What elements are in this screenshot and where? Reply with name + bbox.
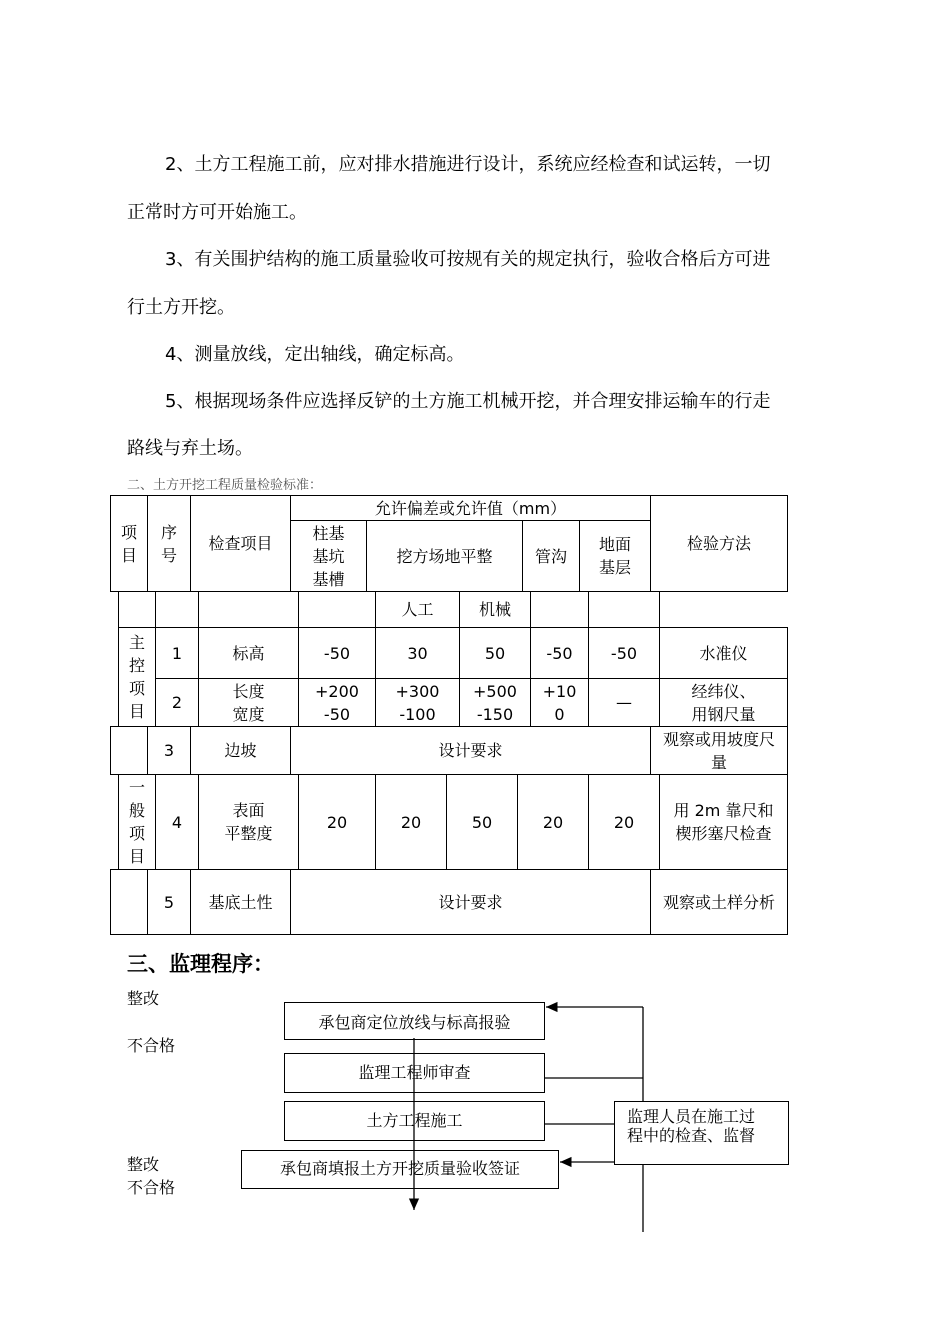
header-ground-base: 地面 基层: [579, 520, 651, 592]
row1-manual: 30: [375, 627, 460, 679]
flow-step-3: [284, 1101, 545, 1141]
row2-pit: +200 -50: [298, 678, 376, 727]
flow-side-box: [614, 1101, 789, 1165]
row3-merged: 设计要求: [290, 726, 651, 775]
header-check-item: 检查项目: [190, 495, 291, 592]
row2-trench: +10 0: [530, 678, 589, 727]
table-heading: 二、土方开挖工程质量检验标准：: [127, 478, 323, 493]
paragraph-2-line1: 2、土方工程施工前，应对排水措施进行设计，系统应经检查和试运转，一切: [165, 154, 771, 175]
group-main-control: 主 控 项 目: [118, 627, 156, 727]
row2-item: 长度 宽度: [198, 678, 299, 727]
paragraph-2-line2: 正常时方可开始施工。: [127, 202, 307, 223]
row1-pit: -50: [298, 627, 376, 679]
row4-pit: 20: [298, 774, 376, 870]
paragraph-4: 4、测量放线，定出轴线，确定标高。: [165, 344, 465, 365]
header-trench: 管沟: [522, 520, 580, 592]
flow-step-2-label: 监理工程师审查: [358, 1063, 471, 1082]
row4-ground: 20: [588, 774, 660, 870]
row2-machine: +500 -150: [459, 678, 531, 727]
paragraph-5-line1: 5、根据现场条件应选择反铲的土方施工机械开挖，并合理安排运输车的行走: [165, 391, 771, 412]
row4-manual: 20: [375, 774, 447, 870]
label-rectify-1: 整改: [127, 989, 160, 1008]
row2-method: 经纬仪、 用钢尺量: [659, 678, 788, 727]
header-seq: 序 号: [147, 495, 191, 592]
paragraph-3-line2: 行土方开挖。: [127, 297, 235, 318]
header-site-level: 挖方场地平整: [366, 520, 523, 592]
flow-step-1-label: 承包商定位放线与标高报验: [318, 1012, 511, 1032]
row2-seq: 2: [155, 678, 199, 727]
row3-method: 观察或用坡度尺 量: [650, 726, 788, 775]
row4-machine: 50: [446, 774, 518, 870]
row3-item: 边坡: [190, 726, 291, 775]
row1-seq: 1: [155, 627, 199, 679]
row1-method: 水准仪: [659, 627, 788, 679]
row4-seq: 4: [155, 774, 199, 870]
row3-seq: 3: [147, 726, 191, 775]
row5-seq: 5: [147, 869, 191, 935]
row5-item: 基底土性: [190, 869, 291, 935]
row4-item: 表面 平整度: [198, 774, 299, 870]
header-method: 检验方法: [650, 495, 788, 592]
row5-method: 观察或土样分析: [650, 869, 788, 935]
label-fail-2: 不合格: [127, 1178, 176, 1197]
sub-manual: 人工: [375, 591, 460, 628]
paragraph-5-line2: 路线与弃土场。: [127, 438, 253, 459]
flow-step-2: [284, 1053, 545, 1093]
flow-side-box-label: 监理人员在施工过 程中的检查、监督: [627, 1107, 756, 1145]
header-pit: 柱基 基坑 基槽: [290, 520, 367, 592]
row4-method: 用 2m 靠尺和 楔形塞尺检查: [659, 774, 788, 870]
label-rectify-2: 整改: [127, 1155, 160, 1174]
header-item: 项 目: [110, 495, 148, 592]
row2-ground: —: [588, 678, 660, 727]
paragraph-3-line1: 3、有关围护结构的施工质量验收可按规有关的规定执行，验收合格后方可进: [165, 249, 771, 270]
flow-step-3-label: 土方工程施工: [366, 1111, 463, 1130]
flow-step-4: [241, 1150, 559, 1189]
section3-heading: 三、监理程序：: [127, 952, 274, 976]
row1-trench: -50: [530, 627, 589, 679]
label-fail-1: 不合格: [127, 1036, 176, 1055]
header-allowance: 允许偏差或允许值（mm）: [290, 495, 651, 521]
row2-manual: +300 -100: [375, 678, 460, 727]
sub-machine: 机械: [459, 591, 531, 628]
row1-ground: -50: [588, 627, 660, 679]
group-general: 一 般 项 目: [118, 774, 156, 870]
flow-step-1: [284, 1002, 545, 1040]
row5-merged: 设计要求: [290, 869, 651, 935]
row1-item: 标高: [198, 627, 299, 679]
row1-machine: 50: [459, 627, 531, 679]
row4-trench: 20: [517, 774, 589, 870]
flow-step-4-label: 承包商填报土方开挖质量验收签证: [279, 1159, 520, 1178]
